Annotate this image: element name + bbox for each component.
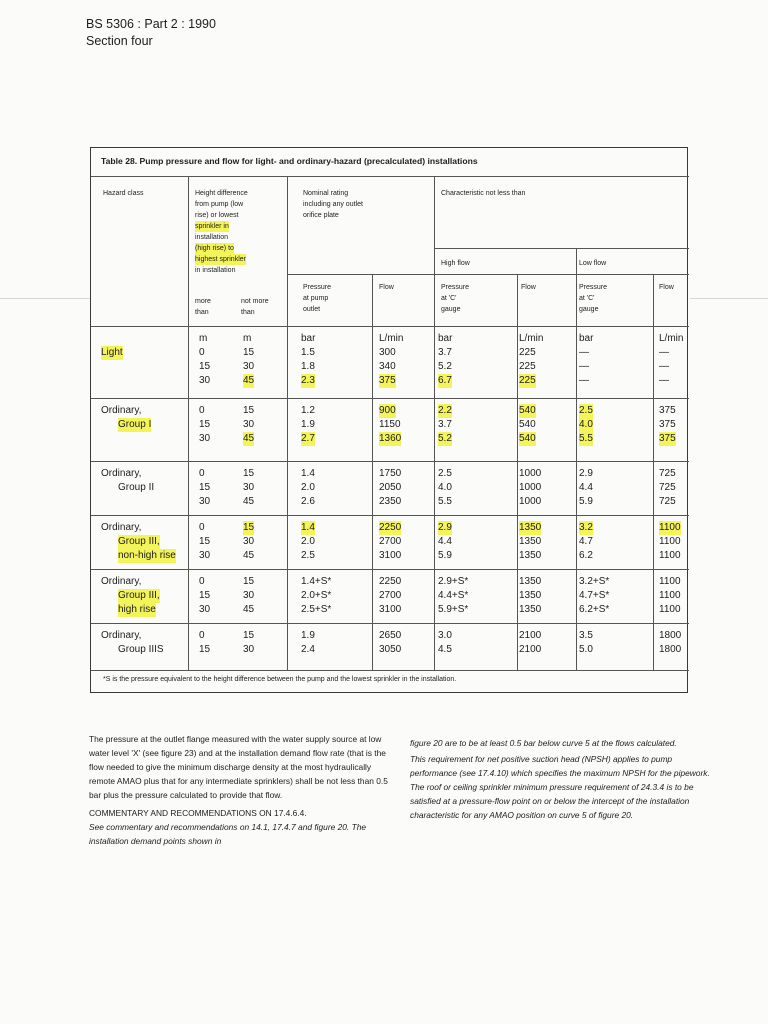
cell-notmore: 30 [243,590,255,601]
cell-lf-p: 4.4 [579,482,593,493]
scan-mark-left [0,298,90,299]
unit-nom_p: bar [301,333,316,344]
cell-lf-f: 1800 [659,644,682,655]
hazard-class-label: Group III, [118,536,160,547]
cell-nom-p: 1.2 [301,405,315,416]
grid-rule [91,670,689,671]
header-nominal-rating: Nominal rating [303,190,349,197]
cell-more: 15 [199,361,211,372]
scan-mark-right [690,298,768,299]
header-low-flow: Low flow [579,260,607,267]
table-caption: Table 28. Pump pressure and flow for light- and ordinary-hazard (precalculated) installations [101,156,478,166]
cell-hf-p: 2.9+S* [438,576,469,587]
cell-more: 30 [199,375,211,386]
grid-rule [434,176,435,670]
hazard-class-label: Group I [118,419,152,430]
grid-rule [91,326,689,327]
cell-more: 30 [199,496,211,507]
cell-notmore: 45 [243,433,255,444]
cell-lf-p: 4.0 [579,419,593,430]
cell-lf-p: 4.7+S* [579,590,610,601]
cell-nom-p: 1.5 [301,347,315,358]
cell-hf-p: 3.7 [438,347,452,358]
header-hazard-class: Hazard class [103,190,144,197]
cell-hf-p: 2.9 [438,522,452,533]
cell-notmore: 45 [243,375,255,386]
cell-lf-f: 375 [659,419,676,430]
grid-rule [91,515,689,516]
cell-hf-f: 1350 [519,576,542,587]
cell-hf-f: 1350 [519,604,542,615]
cell-hf-f: 225 [519,361,536,372]
cell-nom-f: 375 [379,375,396,386]
cell-nom-p: 1.8 [301,361,315,372]
cell-lf-f: 725 [659,482,676,493]
cell-lf-f: — [659,347,669,358]
cell-hf-f: 1000 [519,496,542,507]
grid-rule [517,274,518,670]
header-high-flow-pressure: Pressure [441,284,470,291]
cell-lf-p: 2.9 [579,468,593,479]
cell-more: 0 [199,405,205,416]
cell-nom-f: 2650 [379,630,402,641]
cell-nom-f: 3100 [379,550,402,561]
section-label: Section four [86,34,153,48]
unit-lf_p: bar [579,333,594,344]
header-nominal-pressure: outlet [303,306,321,313]
commentary-heading: COMMENTARY AND RECOMMENDATIONS ON 17.4.6.4. [89,808,307,818]
cell-nom-p: 2.7 [301,433,315,444]
cell-notmore: 30 [243,482,255,493]
cell-lf-f: 1100 [659,576,681,587]
cell-hf-f: 1000 [519,468,542,479]
cell-nom-f: 900 [379,405,396,416]
header-height-difference: in installation [195,267,236,274]
cell-hf-p: 6.7 [438,375,452,386]
cell-hf-f: 1000 [519,482,542,493]
grid-rule [91,461,689,462]
cell-notmore: 30 [243,361,255,372]
header-height-difference: Height difference [195,190,248,197]
cell-hf-p: 5.5 [438,496,452,507]
cell-hf-p: 4.4+S* [438,590,469,601]
unit-lf_f: L/min [659,333,684,344]
header-more-than: more [195,298,211,305]
grid-rule [287,274,689,275]
cell-notmore: 15 [243,347,255,358]
cell-more: 30 [199,550,211,561]
cell-lf-f: 725 [659,496,676,507]
cell-hf-f: 225 [519,375,536,386]
cell-hf-f: 1350 [519,536,542,547]
hazard-class-label: Ordinary, [101,630,142,641]
unit-hf_p: bar [438,333,453,344]
cell-more: 15 [199,419,211,430]
header-nominal-pressure: Pressure [303,284,332,291]
cell-nom-p: 2.0+S* [301,590,332,601]
header-height-difference: highest sprinkler [195,256,246,263]
hazard-class-label: Ordinary, [101,468,142,479]
body-text-left [89,732,389,852]
cell-lf-f: — [659,375,669,386]
cell-lf-p: 3.2+S* [579,576,610,587]
cell-lf-p: 3.5 [579,630,593,641]
cell-hf-f: 540 [519,433,536,444]
cell-notmore: 45 [243,496,255,507]
cell-hf-p: 4.5 [438,644,452,655]
cell-lf-f: 1800 [659,630,682,641]
cell-more: 15 [199,644,211,655]
cell-lf-p: — [579,347,589,358]
cell-lf-f: 375 [659,433,676,444]
unit-hf_f: L/min [519,333,544,344]
commentary-text: See commentary and recommendations on 14.1, 17.4.7 and figure 20. The installation demand points shown in [89,822,367,846]
unit-more: m [199,333,208,344]
cell-lf-f: — [659,361,669,372]
header-nominal-rating: including any outlet [303,201,363,208]
cell-hf-p: 4.0 [438,482,452,493]
cell-hf-p: 5.9+S* [438,604,469,615]
hazard-class-label: non-high rise [118,550,176,561]
cell-lf-p: 4.7 [579,536,593,547]
cell-more: 15 [199,482,211,493]
unit-nom_f: L/min [379,333,404,344]
cell-nom-f: 1750 [379,468,402,479]
cell-nom-p: 2.4 [301,644,315,655]
grid-rule [91,569,689,570]
cell-nom-p: 2.0 [301,482,315,493]
cell-notmore: 15 [243,405,255,416]
cell-nom-f: 1360 [379,433,402,444]
page-header [86,16,216,50]
cell-notmore: 30 [243,644,255,655]
standard-reference: BS 5306 : Part 2 : 1990 [86,17,216,31]
cell-nom-f: 2700 [379,590,402,601]
cell-hf-p: 5.9 [438,550,452,561]
cell-hf-p: 2.5 [438,468,452,479]
cell-more: 0 [199,468,205,479]
cell-more: 0 [199,630,205,641]
cell-lf-f: 1100 [659,590,681,601]
header-height-difference: rise) or lowest [195,212,239,219]
cell-hf-f: 540 [519,405,536,416]
cell-nom-p: 1.9 [301,630,315,641]
hazard-class-label: high rise [118,604,156,615]
cell-hf-p: 5.2 [438,361,452,372]
header-nominal-rating: orifice plate [303,212,339,219]
cell-nom-p: 2.5+S* [301,604,332,615]
cell-lf-p: — [579,361,589,372]
cell-nom-p: 2.6 [301,496,315,507]
cell-hf-p: 3.0 [438,630,452,641]
cell-lf-p: 5.0 [579,644,593,655]
header-low-flow-pressure: Pressure [579,284,608,291]
cell-notmore: 15 [243,522,255,533]
cell-nom-f: 300 [379,347,396,358]
cell-more: 0 [199,347,205,358]
header-not-more-than: not more [241,298,269,305]
pump-pressure-table [90,147,688,693]
cell-hf-f: 2100 [519,630,542,641]
hazard-class-label: Group III, [118,590,160,601]
cell-more: 30 [199,433,211,444]
hazard-class-label: Ordinary, [101,522,142,533]
cell-lf-p: — [579,375,589,386]
header-height-difference: installation [195,234,229,241]
header-characteristic: Characteristic not less than [441,190,526,197]
cell-lf-p: 3.2 [579,522,593,533]
header-height-difference: (high rise) to [195,245,234,252]
grid-rule [287,176,288,670]
cell-lf-f: 1100 [659,550,681,561]
cell-lf-f: 1100 [659,604,681,615]
cell-lf-p: 5.9 [579,496,593,507]
cell-hf-f: 540 [519,419,536,430]
cell-lf-p: 2.5 [579,405,593,416]
grid-rule [372,274,373,670]
cell-lf-f: 725 [659,468,676,479]
cell-nom-f: 2250 [379,576,402,587]
cell-nom-f: 2250 [379,522,402,533]
cell-hf-f: 1350 [519,550,542,561]
hazard-class-label: Group II [118,482,155,493]
cell-notmore: 45 [243,604,255,615]
grid-rule [434,248,689,249]
cell-hf-f: 1350 [519,590,542,601]
unit-notmore: m [243,333,252,344]
cell-notmore: 15 [243,576,255,587]
grid-rule [91,398,689,399]
cell-nom-p: 2.3 [301,375,315,386]
grid-rule [91,623,689,624]
cell-nom-p: 1.4 [301,522,315,533]
grid-rule [653,274,654,670]
cell-nom-p: 2.5 [301,550,315,561]
header-low-flow-pressure: at 'C' [579,295,595,302]
cell-more: 30 [199,604,211,615]
header-height-difference: sprinkler in [195,223,229,230]
cell-hf-f: 1350 [519,522,542,533]
hazard-class-label: Light [101,347,123,358]
cell-nom-f: 2350 [379,496,402,507]
header-nominal-flow: Flow [379,284,394,291]
cell-nom-f: 3050 [379,644,402,655]
cell-nom-p: 1.4 [301,468,315,479]
cell-nom-f: 2050 [379,482,402,493]
cell-nom-f: 3100 [379,604,402,615]
cell-notmore: 45 [243,550,255,561]
grid-rule [576,248,577,670]
header-nominal-pressure: at pump [303,295,329,302]
cell-notmore: 15 [243,630,255,641]
header-low-flow-flow: Flow [659,284,674,291]
cell-lf-p: 6.2+S* [579,604,610,615]
paragraph-requirement: The pressure at the outlet flange measured with the water supply source at low water level 'X' (see figure 23) and at the installation demand flow rate (that is the flow needed to give the minimum discharge density at the most hydraulically remote AMAO plus that for any intermediate sprinklers) shall be not less than 0.5 bar plus the pressure calculated to provide that flow. [89,734,388,800]
cell-hf-p: 3.7 [438,419,452,430]
cell-lf-f: 375 [659,405,676,416]
cell-more: 0 [199,522,205,533]
header-not-more-than: than [241,309,255,316]
body-text-right [410,736,710,824]
hazard-class-label: Group IIIS [118,644,164,655]
cell-more: 15 [199,536,211,547]
header-high-flow: High flow [441,260,470,267]
grid-rule [188,176,189,670]
cell-nom-f: 1150 [379,419,401,430]
header-high-flow-pressure: gauge [441,306,461,313]
hazard-class-label: Ordinary, [101,405,142,416]
cell-nom-f: 2700 [379,536,402,547]
table-footnote: *S is the pressure equivalent to the height difference between the pump and the lowest sprinkler in the installation. [103,676,457,683]
cell-hf-p: 2.2 [438,405,452,416]
cell-lf-f: 1100 [659,536,681,547]
cell-more: 15 [199,590,211,601]
header-high-flow-flow: Flow [521,284,536,291]
cell-lf-p: 5.5 [579,433,593,444]
header-low-flow-pressure: gauge [579,306,599,313]
cell-more: 0 [199,576,205,587]
cell-lf-p: 6.2 [579,550,593,561]
cell-notmore: 30 [243,536,255,547]
cell-nom-p: 1.9 [301,419,315,430]
header-height-difference: from pump (low [195,201,244,208]
grid-rule [91,176,689,177]
cell-hf-f: 2100 [519,644,542,655]
cell-nom-f: 340 [379,361,396,372]
paragraph-figure20: figure 20 are to be at least 0.5 bar below curve 5 at the flows calculated. [410,738,677,748]
cell-nom-p: 2.0 [301,536,315,547]
cell-notmore: 30 [243,419,255,430]
cell-hf-p: 5.2 [438,433,452,444]
cell-lf-f: 1100 [659,522,681,533]
cell-hf-p: 4.4 [438,536,452,547]
header-high-flow-pressure: at 'C' [441,295,457,302]
paragraph-npsh: This requirement for net positive suction head (NPSH) applies to pump performance (see 17.4.10) which specifies the maximum NPSH for the pipework. The roof or ceiling sprinkler minimum pressure requirement of 24.3.4 is to be satisfied at a pressure-flow point on or below the intercept of the installation characteristic for any AMAO position on curve 5 of figure 20. [410,754,710,820]
header-more-than: than [195,309,209,316]
hazard-class-label: Ordinary, [101,576,142,587]
cell-nom-p: 1.4+S* [301,576,332,587]
cell-hf-f: 225 [519,347,536,358]
cell-notmore: 15 [243,468,255,479]
